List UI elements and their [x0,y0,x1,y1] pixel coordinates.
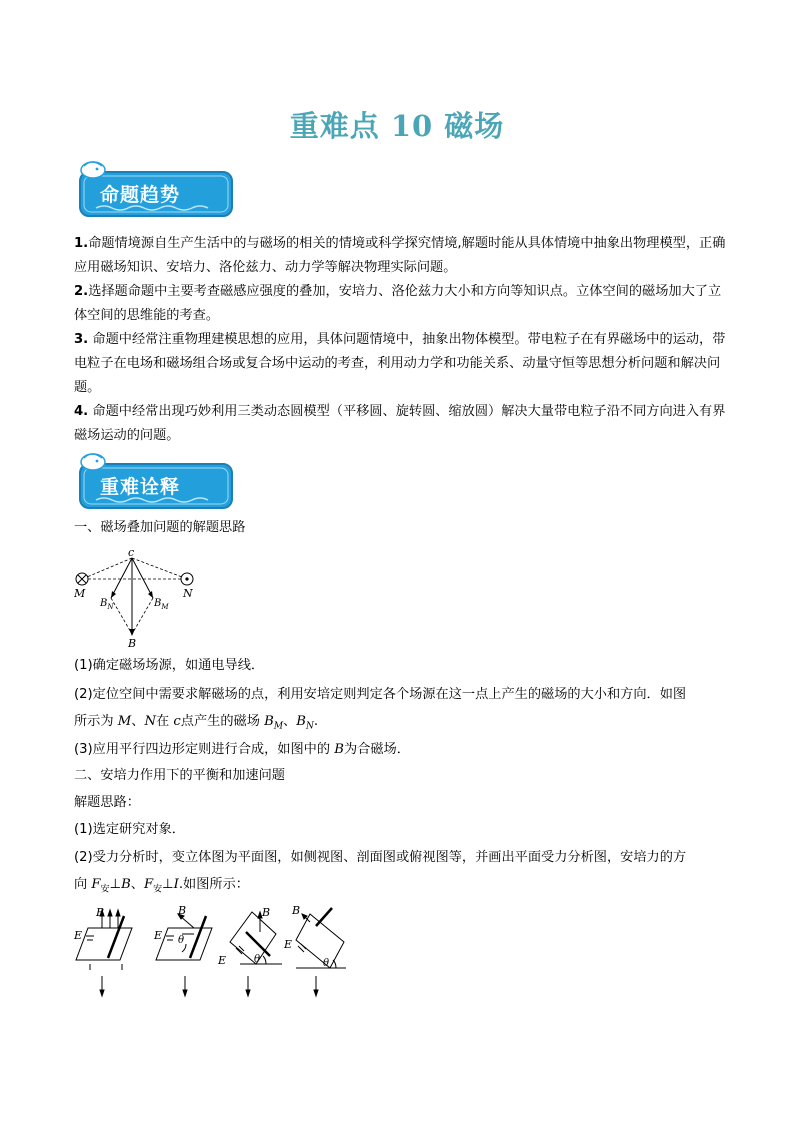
subscript: 安 [153,884,163,895]
rail-diagram-2 [156,914,212,996]
trend-number: 4. [74,404,89,419]
symbol-F: F [143,877,154,892]
subscript: 安 [100,884,110,895]
label-B: B [96,906,105,919]
label-B: B [292,904,301,917]
trend-paragraph-3 [74,328,734,400]
label-theta: θ [254,954,261,965]
subscript: N [305,721,314,732]
symbol-c: c [173,714,181,729]
text: 为合磁场． [343,742,410,757]
figure-ampere-force [70,902,360,1002]
section1-step2a: (2)定位空间中需要求解磁场的点，利用安培定则判定各个场源在这一点上产生的磁场的大小和方向．如图 [74,687,687,702]
section1-heading: 一、磁场叠加问题的解题思路 [74,520,246,535]
page-title: 重难点 10 磁场 [289,109,505,143]
rail-diagram-1 [76,910,132,996]
section2-step1: (1)选定研究对象． [74,822,185,837]
rail-diagram-4 [296,908,346,996]
text: . [313,714,319,729]
label-E: E [284,938,293,951]
text: 、 [131,714,145,729]
text: 在 [156,714,174,729]
symbol-BN: B [296,714,306,729]
text: 点产生的磁场 [180,714,265,729]
label-E: E [74,929,83,942]
label-E: E [218,954,227,967]
text: .如图所示： [178,877,249,892]
trend-text: 命题中经常出现巧妙利用三类动态圆模型（平移圆、旋转圆、缩放圆）解决大量带电粒子沿不同方向进入有界磁场运动的问题。 [74,404,726,443]
label-N: N [183,587,193,600]
label-BM: $B_M$ [154,598,169,611]
text: (3)应用平行四边形定则进行合成，如图中的 [74,742,335,757]
banner-label: 重难诠释 [100,476,181,498]
text: 所示为 [74,714,118,729]
text: 、 [283,714,297,729]
label-B: B [262,906,271,919]
section1-step3 [74,740,410,760]
banner-trends [76,160,246,214]
label-M: M [74,587,86,600]
trend-number: 3. [74,332,89,347]
section2-step2a: (2)受力分析时，变立体图为平面图，如侧视图、剖面图或俯视图等，并画出平面受力分析图，安培力的方 [74,850,687,865]
label-theta: θ [178,935,185,946]
label-BN: $B_N$ [100,598,114,611]
section2-step2b [74,875,249,900]
text: 、 [130,877,144,892]
trend-paragraph-1 [74,232,734,280]
label-B: B [128,637,137,650]
trend-text: 命题中经常注重物理建模思想的应用，具体问题情境中，抽象出物体模型。带电粒子在有界磁场中的运动，带电粒子在电场和磁场组合场或复合场中运动的考查，利用动力学和功能关系、动量守恒等思想分析问题和解决问题。 [74,332,726,395]
banner-explain [76,452,246,506]
label-B: B [178,904,187,917]
symbol-BM: B [264,714,274,729]
trend-text: 命题情境源自生产生活中的与磁场的相关的情境或科学探究情境,解题时能从具体情境中抽象出物理模型，正确应用磁场知识、安培力、洛伦兹力、动力学等解决物理实际问题。 [74,236,726,275]
section1-step2b [74,712,318,737]
symbol-B: B [121,877,131,892]
symbol-N: N [144,714,157,729]
symbol-F: F [91,877,101,892]
trend-paragraph-4 [74,400,734,448]
dolphin-icon [81,162,105,178]
section2-heading: 二、安培力作用下的平衡和加速问题 [74,768,285,783]
section2-sub: 解题思路： [74,795,140,810]
text: ⊥ [162,877,174,892]
banner-label: 命题趋势 [100,184,181,206]
label-theta: θ [323,958,330,969]
trend-paragraph-2 [74,280,734,328]
trend-number: 2. [74,284,89,299]
symbol-I: I [173,877,179,892]
label-E: E [154,929,163,942]
trend-text: 选择题命题中主要考查磁感应强度的叠加，安培力、洛伦兹力大小和方向等知识点。立体空间的磁场加大了立体空间的思维能的考查。 [74,284,722,323]
section1-step1: (1)确定磁场场源，如通电导线． [74,658,265,673]
subscript: M [273,721,284,732]
dolphin-icon [81,454,105,470]
text: ⊥ [109,877,122,892]
symbol-B: B [334,742,344,757]
trend-number: 1. [74,236,89,251]
symbol-M: M [117,714,132,729]
text: 向 [74,877,92,892]
label-c: c [128,546,135,559]
figure-field-superposition [70,546,210,650]
